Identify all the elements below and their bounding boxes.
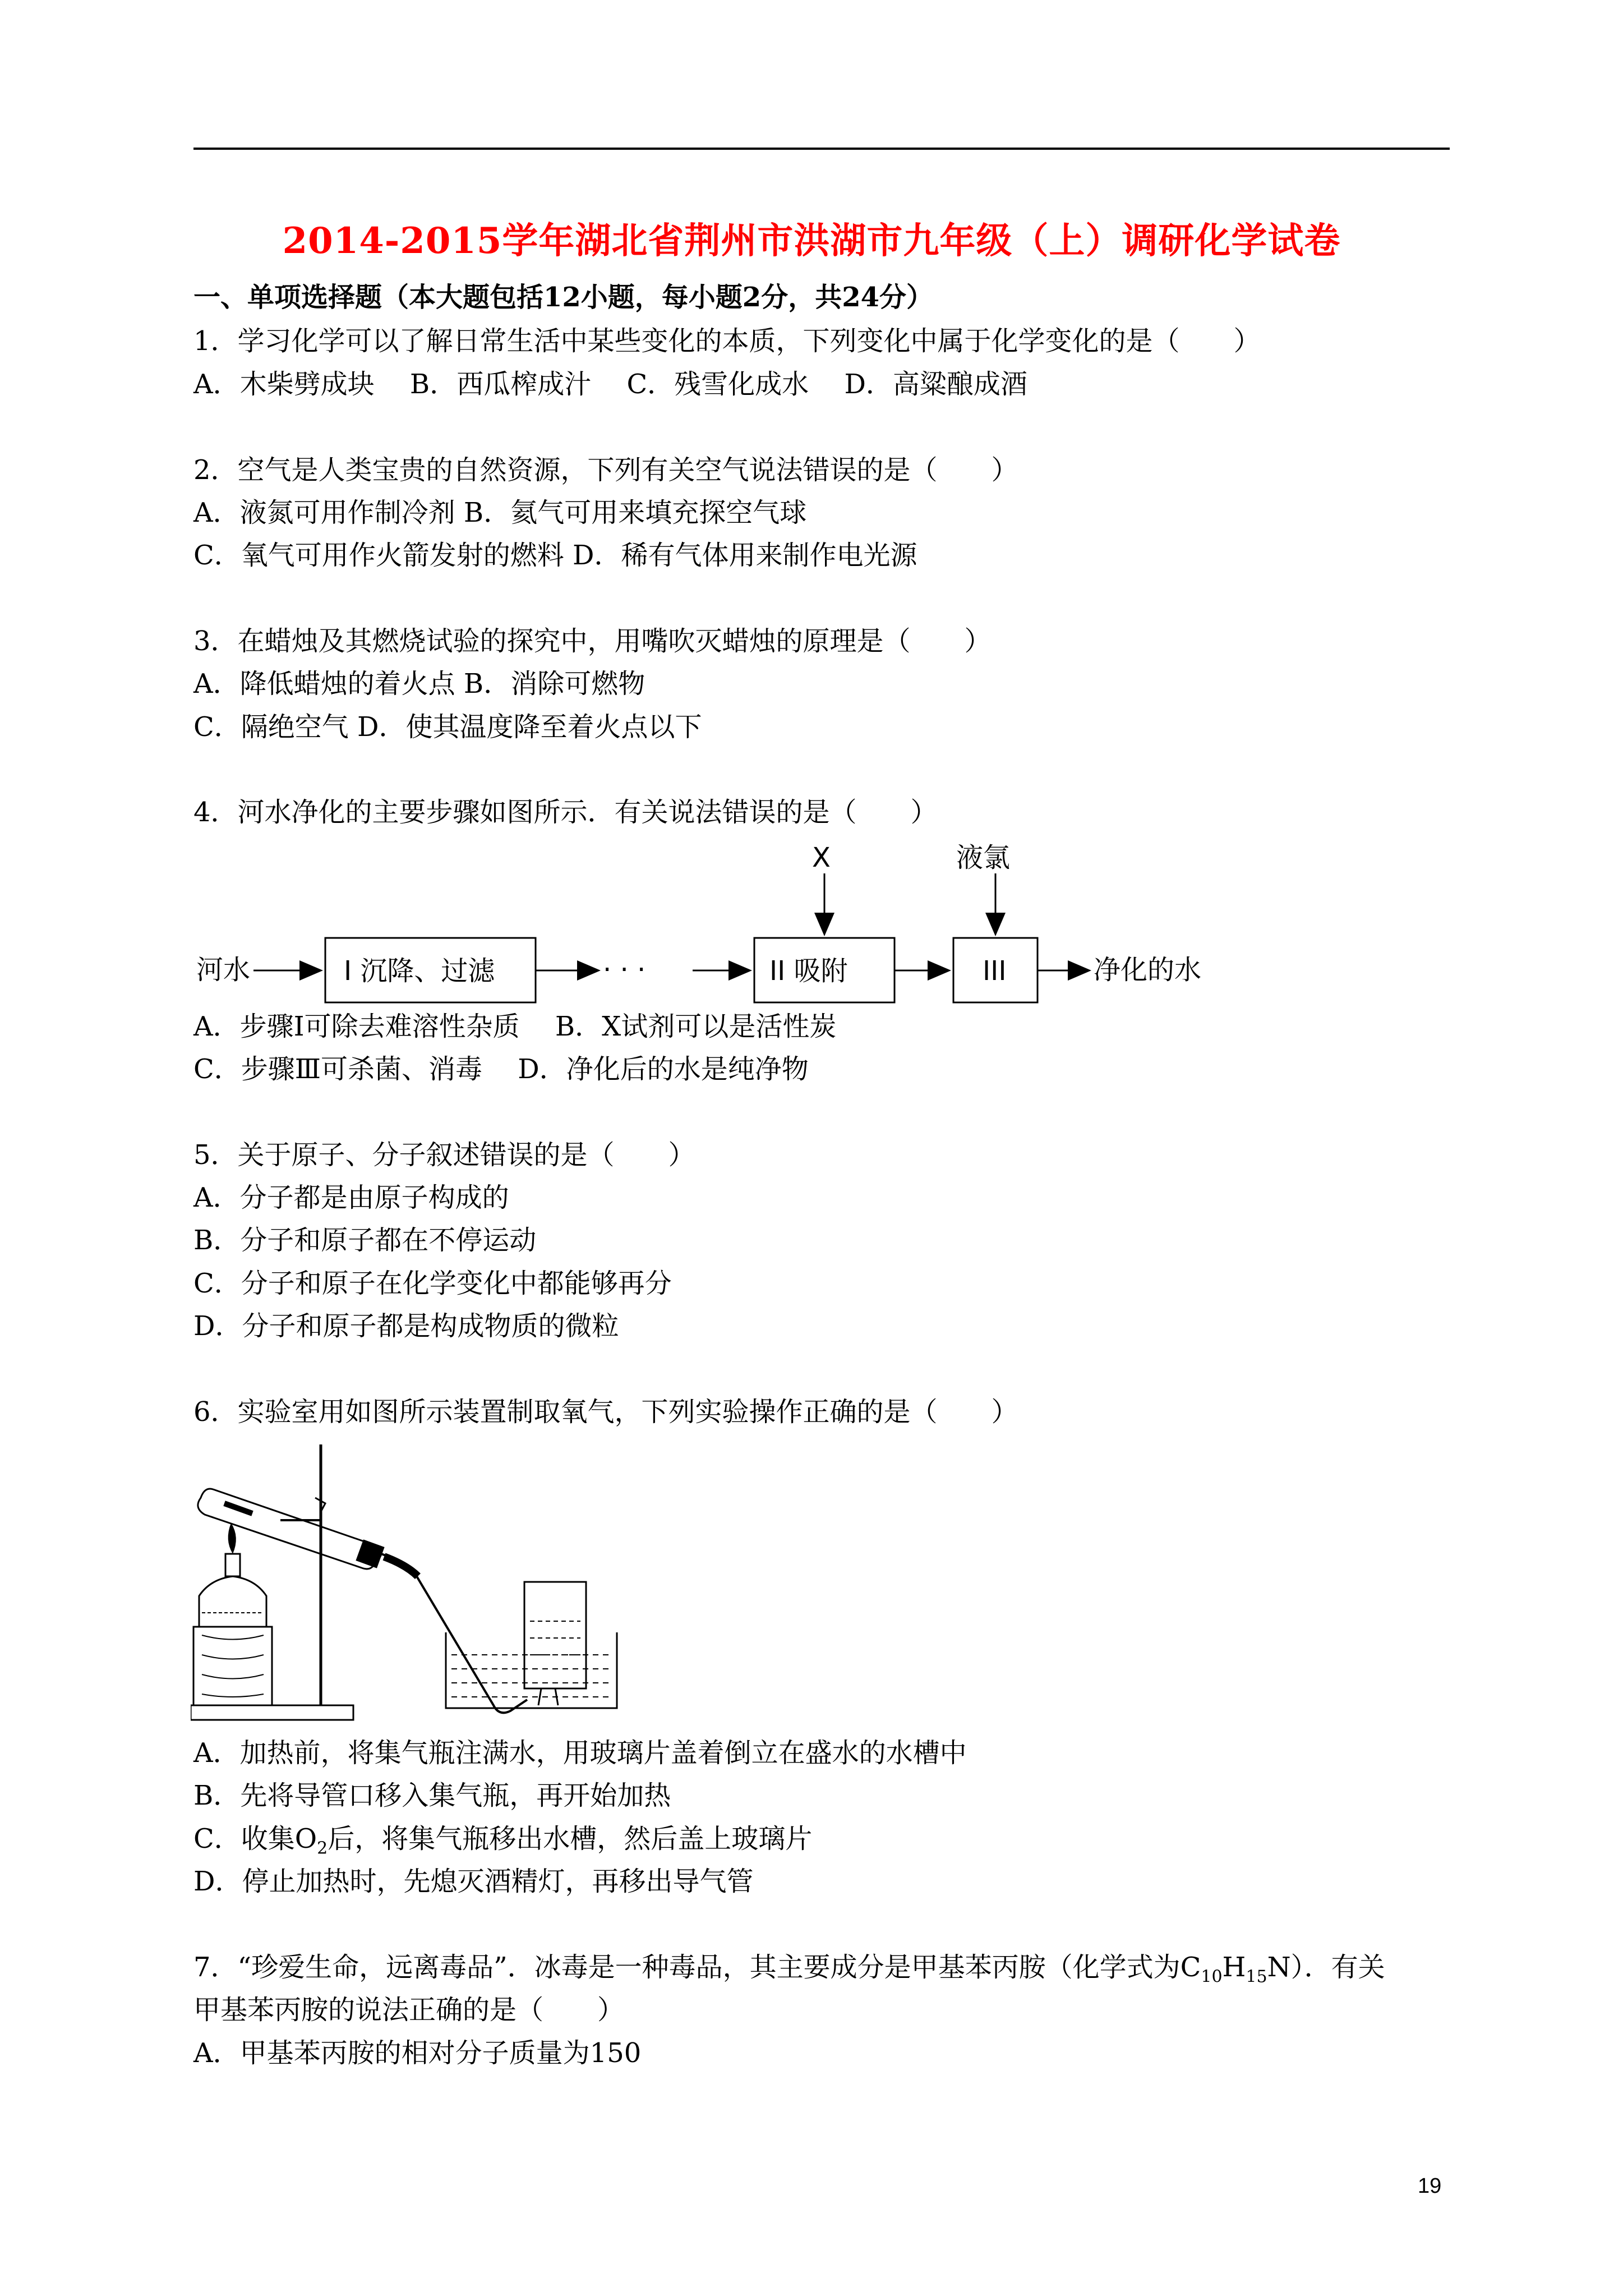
q6-option-b: B．先将导管口移入集气瓶，再开始加热 [193, 1780, 671, 1811]
q4-stem: 4．河水净化的主要步骤如图所示．有关说法错误的是（ ） [193, 797, 938, 828]
q3-stem: 3．在蜡烛及其燃烧试验的探究中，用嘴吹灭蜡烛的原理是（ ） [193, 625, 992, 657]
step1-label: I 沉降、过滤 [344, 955, 495, 987]
step3-label: III [983, 955, 1007, 987]
q4-options-cd: C．步骤Ⅲ可杀菌、消毒 D．净化后的水是纯净物 [193, 1053, 809, 1085]
reagent-x-label: X [812, 842, 831, 873]
header-rule [193, 148, 1450, 150]
q2-options-cd: C．氧气可用作火箭发射的燃料 D．稀有气体用来制作电光源 [193, 540, 917, 571]
q7-option-a: A．甲基苯丙胺的相对分子质量为150 [193, 2037, 642, 2069]
q3-options-ab: A．降低蜡烛的着火点 B．消除可燃物 [193, 668, 645, 700]
q3-options-cd: C．隔绝空气 D．使其温度降至着火点以下 [193, 711, 702, 743]
q5-stem: 5．关于原子、分子叙述错误的是（ ） [193, 1139, 695, 1171]
diagram-dots: · · · [603, 954, 646, 986]
q4-options-ab: A．步骤Ⅰ可除去难溶性杂质 B．X试剂可以是活性炭 [193, 1011, 837, 1042]
q6-stem: 6．实验室用如图所示装置制取氧气，下列实验操作正确的是（ ） [193, 1396, 1018, 1428]
q1-options: A．木柴劈成块 B．西瓜榨成汁 C．残雪化成水 D．高粱酿成酒 [193, 369, 1027, 400]
diagram-input-label: 河水 [196, 954, 251, 986]
q7-stem-line2: 甲基苯丙胺的说法正确的是（ ） [193, 1994, 625, 2026]
page-number: 19 [1418, 2174, 1442, 2198]
water-purification-diagram [185, 839, 1251, 1007]
q7-stem: 7．“珍爱生命，远离毒品”．冰毒是一种毒品，其主要成分是甲基苯丙胺（化学式为$C_{10}H_{15}N$）．有关 [193, 1952, 1385, 1987]
q6-option-c: C．收集$O_2$后，将集气瓶移出水槽，然后盖上玻璃片 [193, 1823, 813, 1858]
q5-option-c: C．分子和原子在化学变化中都能够再分 [193, 1268, 672, 1299]
q1-stem: 1．学习化学可以了解日常生活中某些变化的本质，下列变化中属于化学变化的是（ ） [193, 325, 1261, 357]
oxygen-apparatus-figure [191, 1442, 639, 1733]
q2-options-ab: A．液氮可用作制冷剂 B．氦气可用来填充探空气球 [193, 497, 807, 528]
reagent-chlorine-label: 液氯 [956, 842, 1011, 873]
q6-option-d: D．停止加热时，先熄灭酒精灯，再移出导气管 [193, 1866, 754, 1897]
diagram-output-label: 净化的水 [1094, 954, 1202, 986]
q5-option-d: D．分子和原子都是构成物质的微粒 [193, 1310, 619, 1342]
page-title: 2014-2015学年湖北省荆州市洪湖市九年级（上）调研化学试卷 [282, 220, 1341, 262]
q5-option-a: A．分子都是由原子构成的 [193, 1182, 509, 1213]
q2-stem: 2．空气是人类宝贵的自然资源，下列有关空气说法错误的是（ ） [193, 454, 1018, 486]
section-heading: 一、单项选择题（本大题包括12小题，每小题2分，共24分） [193, 282, 933, 313]
q6-option-a: A．加热前，将集气瓶注满水，用玻璃片盖着倒立在盛水的水槽中 [193, 1737, 967, 1769]
q5-option-b: B．分子和原子都在不停运动 [193, 1225, 537, 1256]
step2-label: II 吸附 [769, 955, 848, 987]
